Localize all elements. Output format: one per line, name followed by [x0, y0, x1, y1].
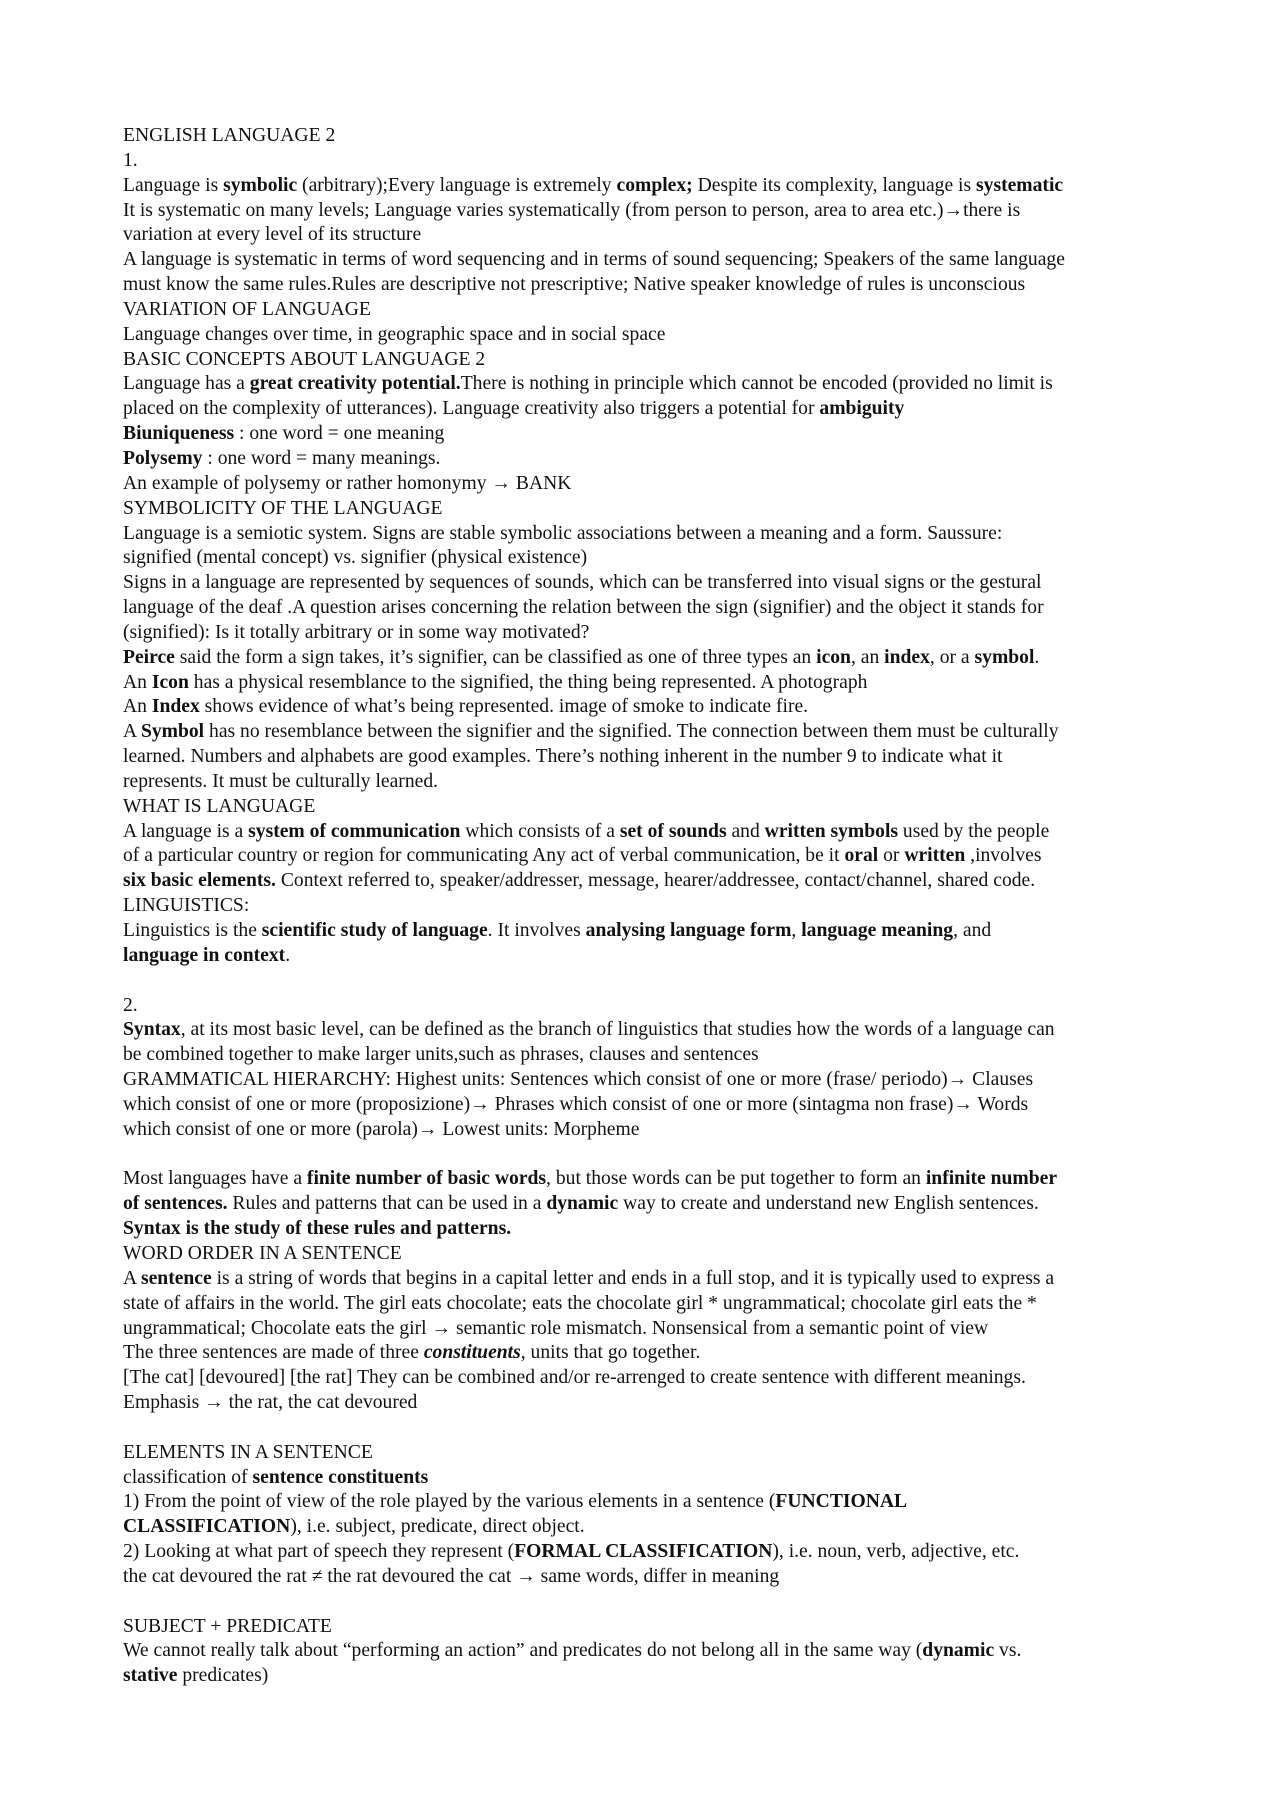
bold-text: written symbols — [764, 820, 899, 842]
text-line — [123, 1565, 1170, 1590]
document-body — [123, 124, 1170, 1689]
text-segment: An — [123, 671, 152, 693]
text-segment: used by the people — [898, 820, 1050, 842]
text-segment: A — [123, 721, 141, 743]
text-line — [123, 522, 1170, 547]
text-segment: ungrammatical; Chocolate eats the girl → semantic role mismatch. Nonsensical from a semantic point of view — [123, 1317, 989, 1339]
bold-text: systematic — [976, 174, 1064, 196]
bold-text: symbol — [974, 646, 1035, 668]
blank-line — [123, 1590, 1170, 1615]
text-line — [123, 1664, 1170, 1689]
text-line — [123, 994, 1170, 1019]
text-line — [123, 1242, 1170, 1267]
text-segment: An example of polysemy or rather homonymy → BANK — [123, 472, 572, 494]
text-segment: ), i.e. subject, predicate, direct object. — [290, 1516, 585, 1538]
bold-text: index — [884, 646, 930, 668]
text-line — [123, 844, 1170, 869]
text-segment: the cat devoured the rat ≠ the rat devoured the cat → same words, differ in meaning — [123, 1565, 780, 1587]
text-line — [123, 174, 1170, 199]
text-line — [123, 273, 1170, 298]
bold-text: Biuniqueness — [123, 423, 235, 445]
bold-text: analysing language form — [585, 920, 792, 941]
bold-text: sentence — [140, 1267, 212, 1289]
text-segment: Language is — [123, 174, 224, 196]
text-segment: . It involves — [487, 920, 586, 941]
text-segment: , but those words can be put together to form an — [546, 1168, 926, 1190]
text-line — [123, 695, 1170, 720]
blank-line — [123, 1416, 1170, 1441]
text-line — [123, 223, 1170, 248]
blank-line — [123, 1143, 1170, 1168]
text-line — [123, 1615, 1170, 1640]
text-segment: said the form a sign takes, it’s signifier, can be classified as one of three types an — [174, 646, 817, 668]
text-segment: Language is a semiotic system. Signs are stable symbolic associations between a meaning and a form. Saussure: — [123, 522, 1003, 544]
text-line — [123, 497, 1170, 522]
text-segment: of a particular country or region for communicating Any act of verbal communication, be it — [123, 845, 845, 867]
text-segment: predicates) — [177, 1665, 269, 1687]
bold-text: constituents — [423, 1342, 521, 1364]
text-segment: The three sentences are made of three — [123, 1342, 424, 1364]
text-line — [123, 1018, 1170, 1043]
bold-text: Syntax — [123, 1019, 181, 1041]
text-segment: variation at every level of its structure — [123, 224, 422, 246]
text-segment: Rules and patterns that can be used in a — [227, 1193, 547, 1215]
bold-text: infinite number — [925, 1168, 1058, 1190]
text-segment: has a physical resemblance to the signified, the thing being represented. A photograph — [188, 671, 868, 693]
text-line — [123, 472, 1170, 497]
text-segment: Language has a — [123, 373, 250, 395]
text-line — [123, 248, 1170, 273]
text-line — [123, 571, 1170, 596]
text-line — [123, 1540, 1170, 1565]
text-segment: , — [791, 920, 802, 941]
bold-text: written — [904, 845, 966, 867]
text-line — [123, 944, 1170, 969]
text-segment: ), i.e. noun, verb, adjective, etc. — [772, 1541, 1020, 1563]
text-line — [123, 372, 1170, 397]
text-line — [123, 1490, 1170, 1515]
bold-text: dynamic — [922, 1640, 995, 1662]
text-line — [123, 919, 1170, 944]
text-segment: , or a — [929, 646, 975, 668]
text-segment: Signs in a language are represented by sequences of sounds, which can be transferred into visual signs or the gestural — [123, 572, 1042, 594]
text-segment: , units that go together. — [520, 1342, 701, 1364]
text-segment: Context referred to, speaker/addresser, message, hearer/addressee, contact/channel, shared code. — [275, 870, 1036, 892]
bold-text: sentence constituents — [252, 1466, 429, 1488]
text-line — [123, 1267, 1170, 1292]
text-segment: WHAT IS LANGUAGE — [123, 795, 316, 817]
bold-text: set of sounds — [619, 820, 727, 842]
text-segment: , at its most basic level, can be defined as the branch of linguistics that studies how the words of a language can — [180, 1019, 1055, 1041]
text-segment: Linguistics is the — [123, 920, 262, 941]
text-line — [123, 720, 1170, 745]
bold-text: CLASSIFICATION — [123, 1516, 291, 1538]
text-segment: : one word = many meanings. — [202, 447, 441, 469]
text-segment: 1) From the point of view of the role played by the various elements in a sentence ( — [123, 1491, 776, 1513]
bold-text: six basic elements. — [123, 870, 276, 892]
text-line — [123, 124, 1170, 149]
text-segment: be combined together to make larger units,such as phrases, clauses and sentences — [123, 1044, 759, 1066]
text-line — [123, 1366, 1170, 1391]
text-line — [123, 447, 1170, 472]
text-segment: placed on the complexity of utterances). Language creativity also triggers a potential for — [123, 398, 820, 420]
text-line — [123, 1639, 1170, 1664]
text-segment: which consist of one or more (parola)→ Lowest units: Morpheme — [123, 1118, 640, 1140]
text-line — [123, 820, 1170, 845]
text-segment: Language changes over time, in geographic space and in social space — [123, 323, 666, 345]
text-segment: represents. It must be culturally learned. — [123, 770, 439, 792]
bold-text: Index — [151, 696, 200, 718]
text-segment: VARIATION OF LANGUAGE — [123, 298, 371, 320]
text-segment: 2) Looking at what part of speech they represent ( — [123, 1541, 515, 1563]
text-segment: A language is systematic in terms of word sequencing and in terms of sound sequencing; Speakers of the same language — [123, 249, 1065, 271]
text-line — [123, 1068, 1170, 1093]
text-line — [123, 1043, 1170, 1068]
text-segment: , an — [850, 646, 885, 668]
text-segment: A — [123, 1267, 141, 1289]
text-segment: GRAMMATICAL HIERARCHY: Highest units: Sentences which consist of one or more (frase/ periodo)→ Clauses — [123, 1069, 1034, 1091]
text-segment: We cannot really talk about “performing an action” and predicates do not belong all in the same way ( — [123, 1640, 923, 1662]
text-line — [123, 894, 1170, 919]
text-segment: ENGLISH LANGUAGE 2 — [123, 125, 336, 146]
bold-text: icon — [816, 646, 851, 668]
bold-text: dynamic — [546, 1193, 619, 1215]
text-segment: classification of — [123, 1466, 253, 1488]
text-segment: is a string of words that begins in a capital letter and ends in a full stop, and it is typically used to express a — [211, 1267, 1055, 1289]
text-line — [123, 323, 1170, 348]
bold-text: FORMAL CLASSIFICATION — [514, 1541, 773, 1563]
text-segment: or — [878, 845, 905, 867]
text-line — [123, 348, 1170, 373]
text-segment: ,involves — [965, 845, 1042, 867]
text-line — [123, 745, 1170, 770]
bold-text: Icon — [151, 671, 189, 693]
bold-text: language meaning — [801, 920, 954, 941]
text-segment: Emphasis → the rat, the cat devoured — [123, 1392, 418, 1414]
text-segment: BASIC CONCEPTS ABOUT LANGUAGE 2 — [123, 348, 486, 370]
bold-text: stative — [123, 1665, 178, 1687]
text-segment: signified (mental concept) vs. signifier (physical existence) — [123, 547, 588, 569]
text-line — [123, 1391, 1170, 1416]
text-segment: [The cat] [devoured] [the rat] They can be combined and/or re-arrenged to create sentence with different meanings. — [123, 1367, 1026, 1389]
text-line — [123, 199, 1170, 224]
text-segment: and — [726, 820, 765, 842]
text-segment: ELEMENTS IN A SENTENCE — [123, 1441, 373, 1463]
text-segment: Despite its complexity, language is — [692, 174, 977, 196]
text-line — [123, 422, 1170, 447]
text-segment: , and — [953, 920, 992, 941]
text-line — [123, 397, 1170, 422]
text-segment: SUBJECT + PREDICATE — [123, 1615, 332, 1637]
text-segment: has no resemblance between the signifier and the signified. The connection between them must be culturally — [204, 721, 1059, 743]
text-segment: An — [123, 696, 152, 718]
text-line — [123, 646, 1170, 671]
text-line — [123, 1441, 1170, 1466]
text-line — [123, 1167, 1170, 1192]
text-line — [123, 546, 1170, 571]
text-segment: (arbitrary);Every language is extremely — [297, 174, 617, 196]
text-line — [123, 621, 1170, 646]
text-segment: (signified): Is it totally arbitrary or in some way motivated? — [123, 621, 590, 643]
text-segment: which consist of one or more (proposizione)→ Phrases which consist of one or more (sintagma non frase)→ Words — [123, 1093, 1029, 1115]
text-segment: WORD ORDER IN A SENTENCE — [123, 1242, 402, 1264]
bold-text: scientific study of language — [261, 920, 488, 941]
text-line — [123, 1341, 1170, 1366]
text-segment: . — [1034, 646, 1040, 668]
bold-text: oral — [844, 845, 879, 867]
bold-text: Polysemy — [123, 447, 203, 469]
text-line — [123, 1192, 1170, 1217]
text-line — [123, 795, 1170, 820]
text-line — [123, 770, 1170, 795]
bold-text: finite number of basic words — [306, 1168, 547, 1190]
bold-text: Syntax is the study of these rules and patterns. — [123, 1218, 512, 1240]
text-line — [123, 298, 1170, 323]
text-segment: : one word = one meaning — [234, 423, 445, 445]
text-line — [123, 1118, 1170, 1143]
blank-line — [123, 969, 1170, 994]
bold-text: complex; — [616, 174, 693, 196]
text-line — [123, 1466, 1170, 1491]
text-line — [123, 1217, 1170, 1242]
text-segment: A language is a — [123, 820, 249, 842]
text-line — [123, 869, 1170, 894]
text-segment: . — [285, 944, 291, 966]
text-segment: Most languages have a — [123, 1168, 307, 1190]
text-line — [123, 149, 1170, 174]
text-segment: shows evidence of what’s being represented. image of smoke to indicate fire. — [199, 696, 809, 718]
text-segment: vs. — [994, 1640, 1022, 1662]
bold-text: language in context — [123, 944, 286, 966]
bold-text: Symbol — [140, 721, 205, 743]
text-line — [123, 1292, 1170, 1317]
text-line — [123, 1093, 1170, 1118]
text-segment: language of the deaf .A question arises concerning the relation between the sign (signifier) and the object it stands for — [123, 597, 1044, 619]
bold-text: FUNCTIONAL — [775, 1491, 908, 1513]
bold-text: Peirce — [123, 646, 175, 668]
text-segment: which consists of a — [460, 820, 620, 842]
text-line — [123, 596, 1170, 621]
bold-text: ambiguity — [819, 398, 905, 420]
text-line — [123, 1317, 1170, 1342]
bold-text: great creativity potential. — [249, 373, 461, 395]
text-segment: LINGUISTICS: — [123, 895, 250, 917]
text-segment: state of affairs in the world. The girl eats chocolate; eats the chocolate girl * ungrammatical; chocolate girl eats the * — [123, 1292, 1037, 1314]
text-segment: It is systematic on many levels; Language varies systematically (from person to person, area to area etc.)→there is — [123, 199, 1021, 221]
text-segment: 2. — [123, 994, 138, 1016]
text-segment: 1. — [123, 149, 138, 171]
text-segment: There is nothing in principle which cannot be encoded (provided no limit is — [460, 373, 1053, 395]
text-segment: must know the same rules.Rules are descriptive not prescriptive; Native speaker knowledge of rules is unconscious — [123, 274, 1026, 296]
text-segment: way to create and understand new English sentences. — [618, 1193, 1039, 1215]
bold-text: system of communication — [248, 820, 461, 842]
text-line — [123, 1515, 1170, 1540]
text-segment: learned. Numbers and alphabets are good examples. There’s nothing inherent in the number 9 to indicate what it — [123, 746, 1003, 768]
bold-text: of sentences. — [123, 1193, 228, 1215]
text-line — [123, 671, 1170, 696]
text-segment: SYMBOLICITY OF THE LANGUAGE — [123, 497, 443, 519]
bold-text: symbolic — [223, 174, 298, 196]
